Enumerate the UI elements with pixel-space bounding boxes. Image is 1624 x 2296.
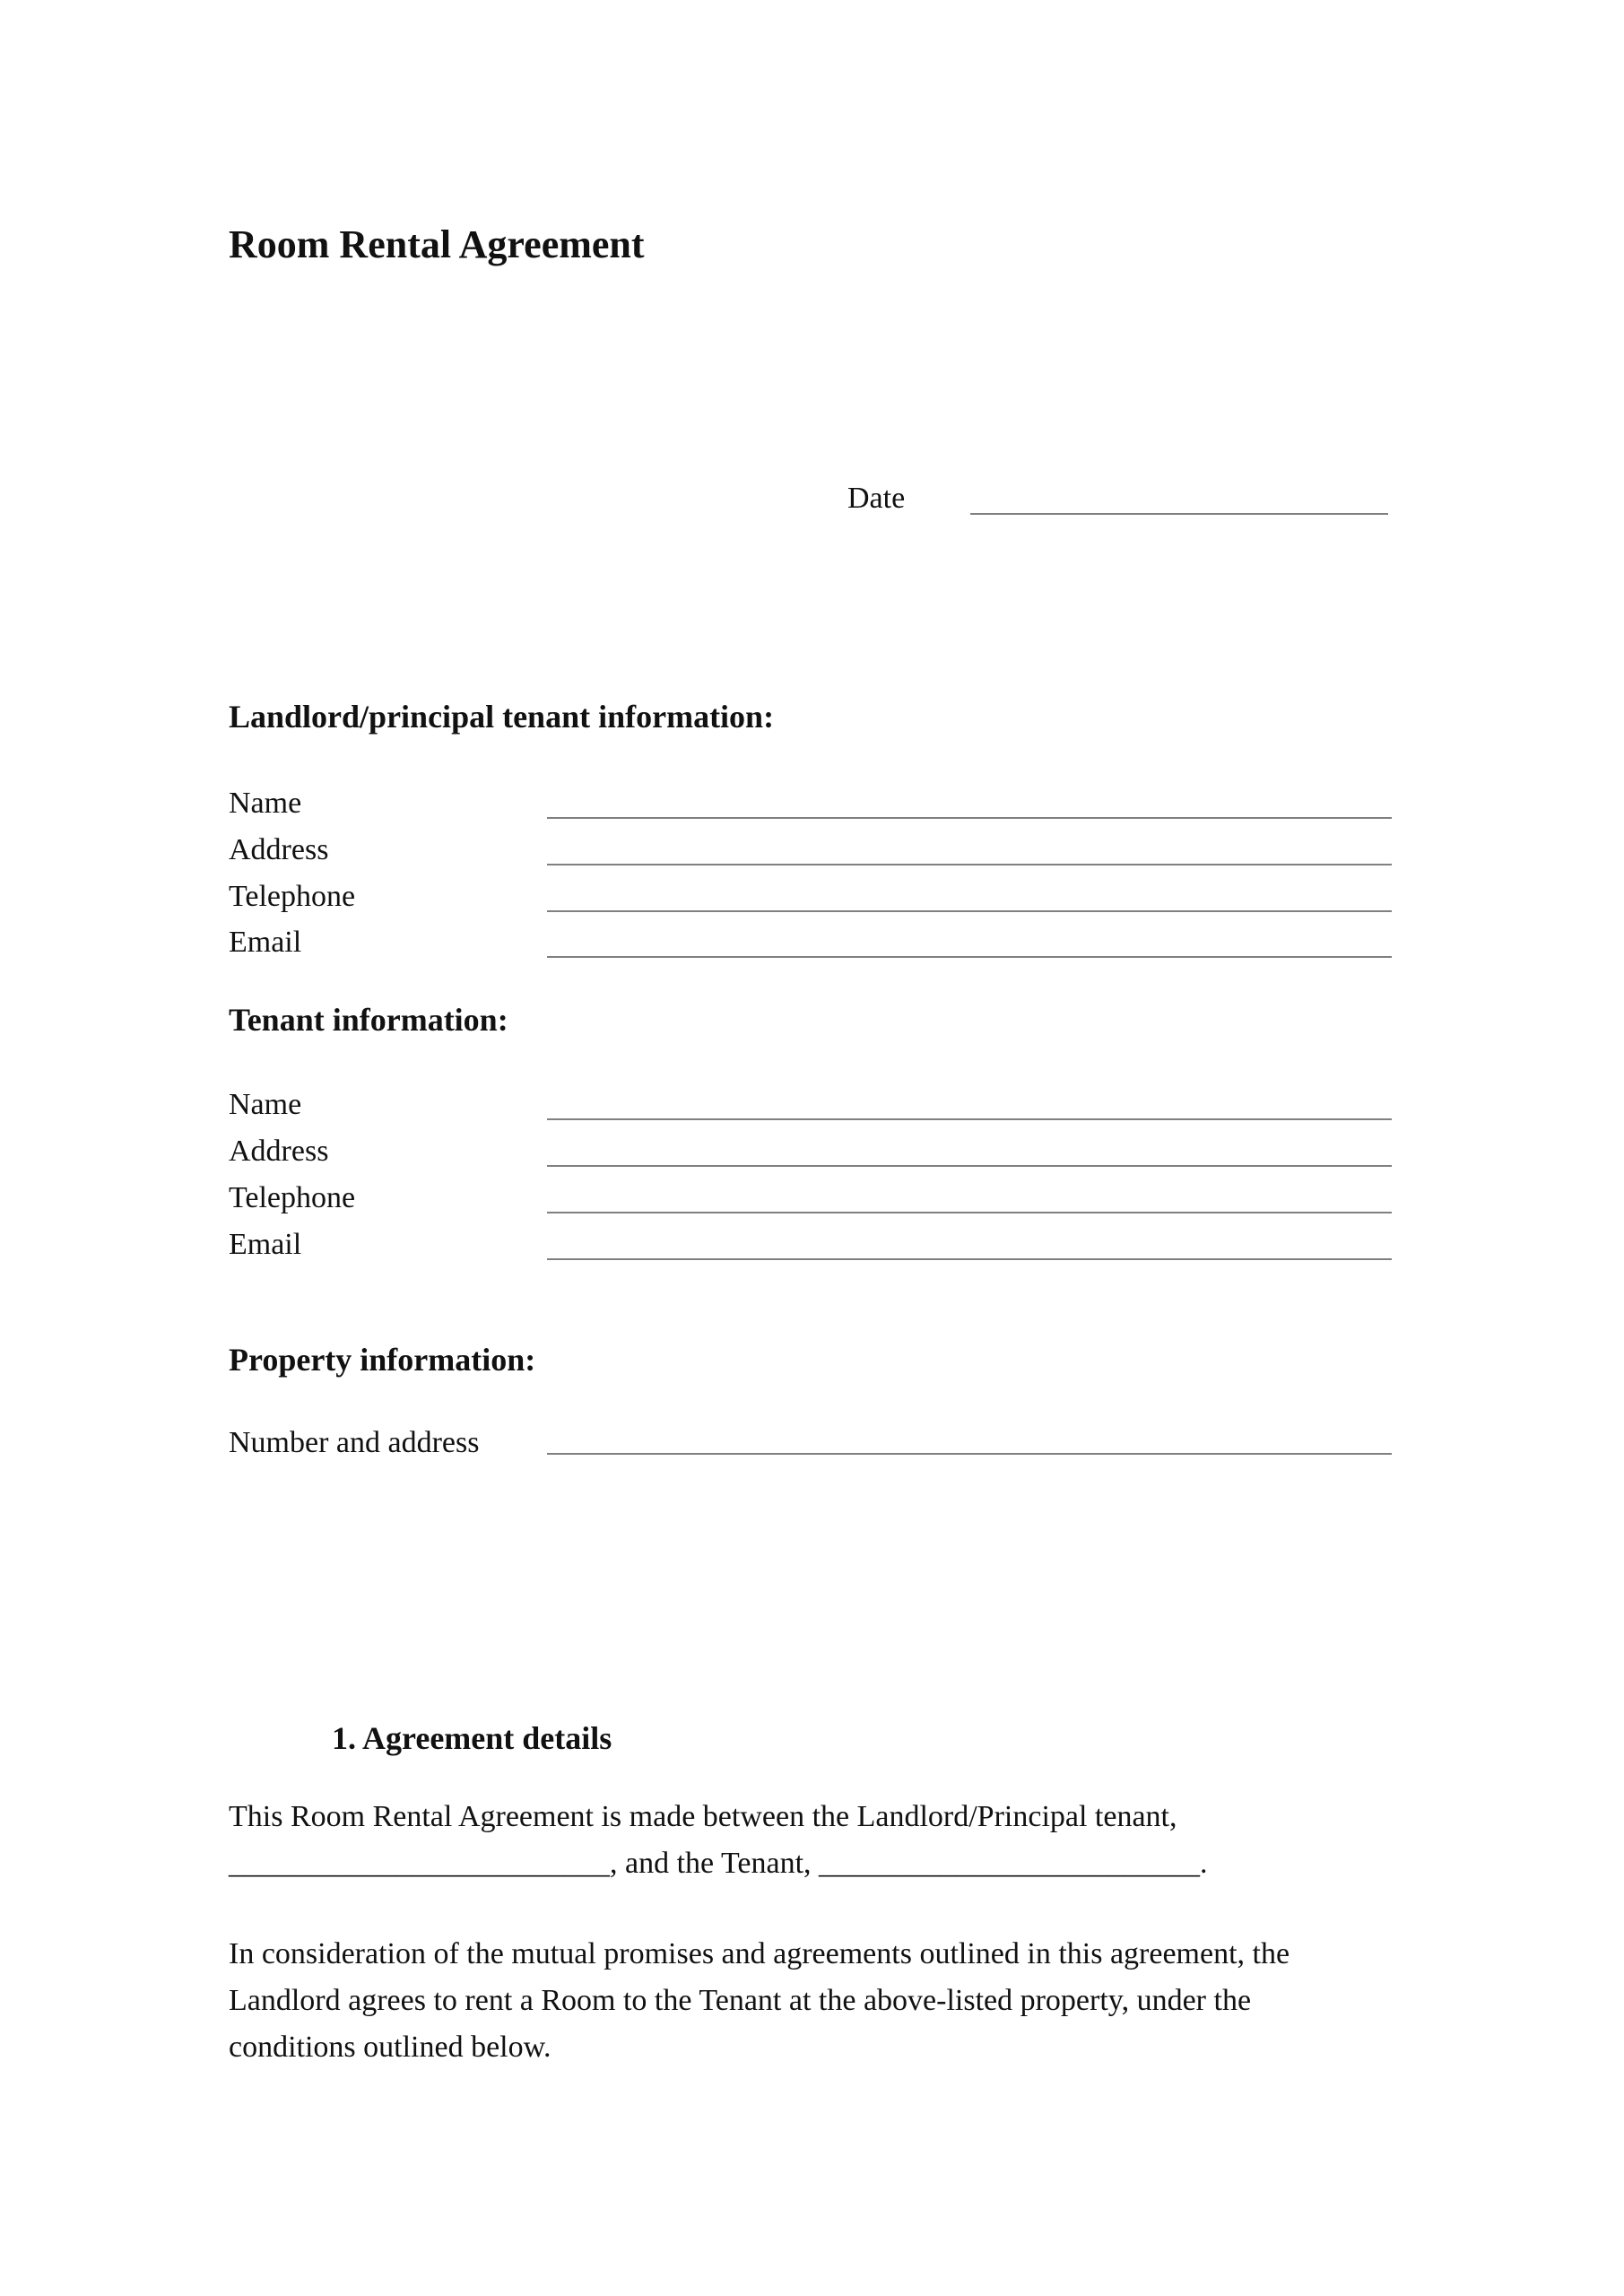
paragraph-line: _________________________, and the Tenant, _________________________. [229, 1847, 1208, 1880]
property-address-input-line[interactable] [547, 1453, 1392, 1455]
agreement-paragraph-2 [229, 1931, 1421, 2071]
date-input-line[interactable] [970, 513, 1388, 515]
date-label: Date [847, 482, 906, 515]
tenant-email-label: Email [229, 1228, 302, 1261]
property-section-heading: Property information: [229, 1342, 536, 1378]
agreement-paragraph-1 [229, 1794, 1421, 1887]
property-address-label: Number and address [229, 1426, 480, 1459]
landlord-email-label: Email [229, 926, 302, 959]
landlord-address-input-line[interactable] [547, 864, 1392, 865]
tenant-name-input-line[interactable] [547, 1118, 1392, 1120]
landlord-address-label: Address [229, 833, 329, 866]
tenant-section-heading: Tenant information: [229, 1002, 508, 1038]
landlord-name-input-line[interactable] [547, 817, 1392, 819]
document-title: Room Rental Agreement [229, 222, 645, 266]
paragraph-line: conditions outlined below. [229, 2031, 551, 2064]
tenant-telephone-input-line[interactable] [547, 1212, 1392, 1213]
tenant-address-input-line[interactable] [547, 1165, 1392, 1167]
paragraph-line: This Room Rental Agreement is made between the Landlord/Principal tenant, [229, 1800, 1177, 1833]
tenant-telephone-label: Telephone [229, 1181, 356, 1214]
landlord-name-label: Name [229, 787, 302, 820]
agreement-details-heading: 1. Agreement details [332, 1720, 612, 1756]
landlord-telephone-label: Telephone [229, 880, 356, 913]
paragraph-line: Landlord agrees to rent a Room to the Tenant at the above-listed property, under the [229, 1984, 1252, 2017]
landlord-email-input-line[interactable] [547, 956, 1392, 958]
landlord-section-heading: Landlord/principal tenant information: [229, 699, 775, 735]
landlord-telephone-input-line[interactable] [547, 910, 1392, 912]
tenant-email-input-line[interactable] [547, 1258, 1392, 1260]
paragraph-line: In consideration of the mutual promises and agreements outlined in this agreement, the [229, 1937, 1290, 1970]
tenant-name-label: Name [229, 1088, 302, 1121]
tenant-address-label: Address [229, 1135, 329, 1168]
